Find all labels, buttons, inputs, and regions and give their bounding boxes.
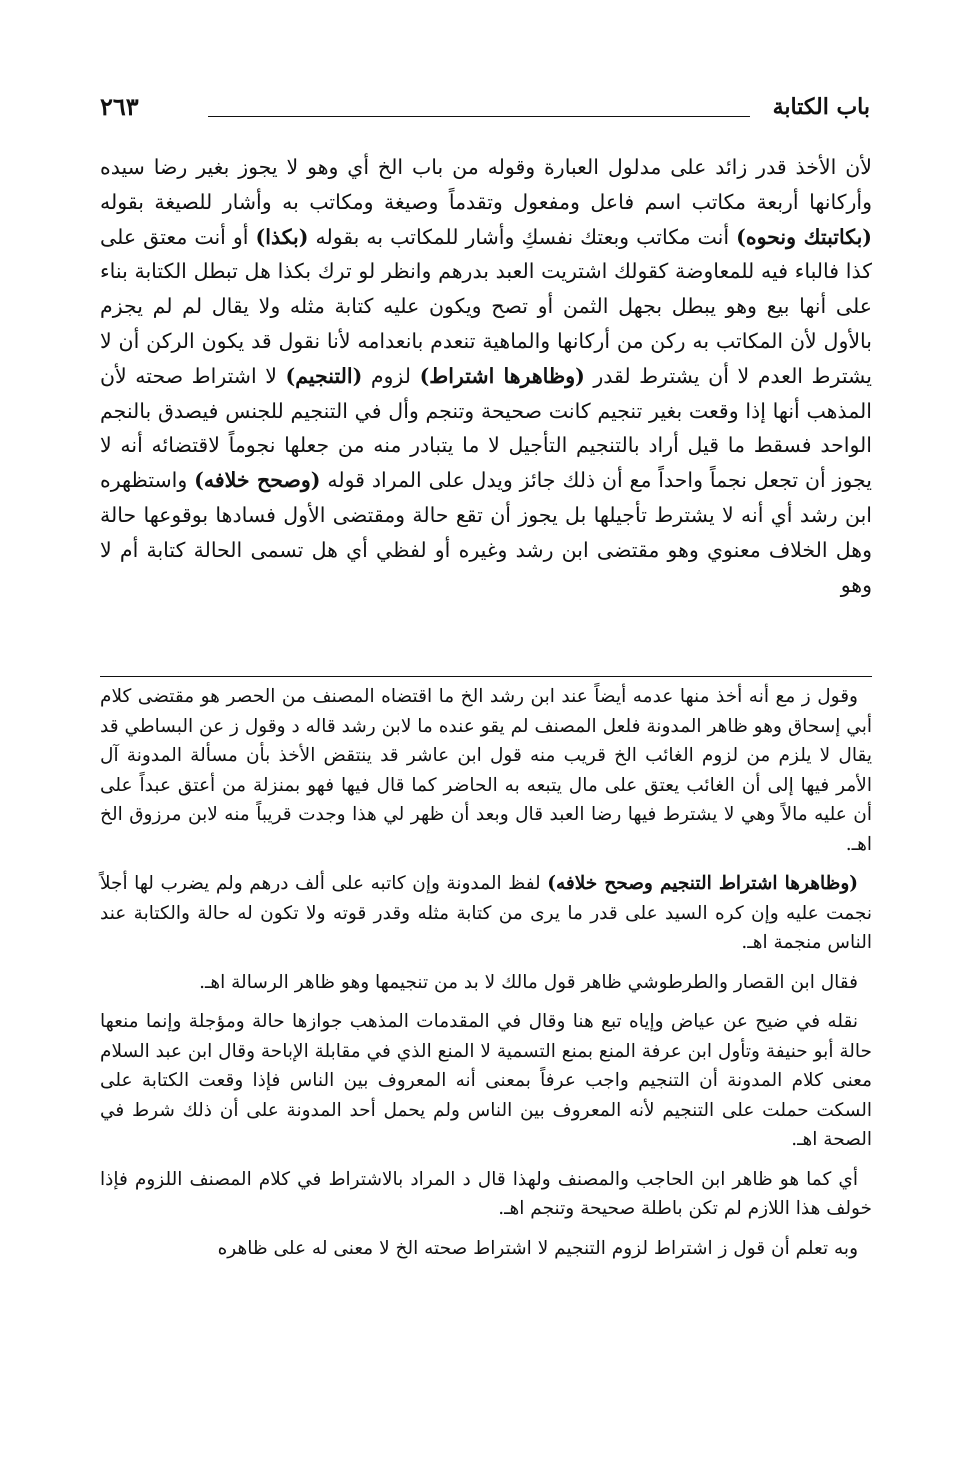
main-text-segment: واستظهره ابن رشد أي أنه لا يشترط تأجيلها بل يجوز أن تقع حالة ومقتضى الأول فسادها بوقوعها حالة وهل الخلاف معنوي وهو مقتضى ابن رشد وغيره أو لفظي أي هل تسمى الحالة كتابة أم لا وهو	[100, 468, 872, 597]
main-text	[100, 150, 872, 602]
header-rule	[208, 116, 750, 117]
page-number: ٢٦٣	[100, 92, 139, 121]
page-header	[100, 92, 870, 132]
quoted-term: (بكذا)	[255, 224, 309, 249]
note-paragraph	[100, 869, 872, 958]
quoted-term: (وصحح خلافه)	[194, 468, 321, 493]
main-paragraph	[100, 150, 872, 602]
quoted-term: (وظاهرها اشتراط)	[419, 363, 585, 388]
chapter-title: باب الكتابة	[772, 94, 870, 120]
note-paragraph: وقول ز مع أنه أخذ منها عدمه أيضاً عند ابن رشد الخ ما اقتضاه المصنف من الحصر هو مقتضى كلام أبي إسحاق وهو ظاهر المدونة فلعل المصنف لم يقو عنده ما لابن رشد قاله د وقول ز عن البساطي قد يقال لا يلزم من لزوم الغائب الخ قريب منه قول ابن عاشر قد ينتقض الأخذ بأن مسألة المدونة آل الأمر فيها إلى أن الغائب يعتق على مال يتبعه به الحاضر كما قال فيها فهو بمنزلة من أعتق عبداً على أن عليه مالاً وهي لا يشترط فيها رضا العبد قال وبعد أن ظهر لي هذا وجدت قريباً منه لابن مرزوق الخ اهـ.	[100, 686, 872, 855]
note-paragraph: أي كما هو ظاهر ابن الحاجب والمصنف ولهذا قال د المراد بالاشتراط في كلام المصنف اللزوم فإذا خولف هذا اللازم لم تكن باطلة صحيحة وتنجم اهـ.	[100, 1168, 872, 1219]
main-text-segment: لزوم	[370, 363, 411, 388]
footnote-divider	[100, 676, 872, 677]
quoted-term: (التنجيم)	[285, 363, 363, 388]
note-text: لفظ المدونة وإن كاتبه على ألف درهم ولم يضرب لها أجلاً نجمت عليه وإن كره السيد على قدر ما يرى من كتابة مثله وقدر قوته ولا تكون له حالة والكتابة عند الناس منجمة اهـ.	[100, 873, 872, 953]
main-text-segment: أنت مكاتب وبعتك نفسكِ وأشار للمكاتب به بقوله	[315, 224, 730, 249]
note-quote: (وظاهرها اشتراط التنجيم وصحح خلافه)	[547, 873, 859, 894]
main-text-segment: لأن الأخذ قدر زائد على مدلول العبارة وقوله من باب الخ أي وهو لا يجوز بغير رضا سيده وأركانها أربعة مكاتب اسم فاعل ومفعول وتقدماً وصيغة ومكاتب به وأشار للصيغة بقوله	[100, 155, 872, 214]
main-text-segment: لا اشتراط صحته لأن المذهب أنها إذا وقعت بغير تنجيم كانت صحيحة وتنجم وأل في التنجيم للجنس فيصدق بالنجم الواحد فسقط ما قيل أراد بالتنجيم التأجيل لا ما يتبادر منه من جعلها نجوماً لاقتضائه أنه لا يجوز أن تجعل نجماً واحداً مع أن ذلك جائز ويدل على المراد قوله	[100, 363, 872, 493]
note-paragraph: وبه تعلم أن قول ز اشتراط لزوم التنجيم لا اشتراط صحته الخ لا معنى له على ظاهره	[217, 1237, 858, 1259]
commentary-notes	[100, 682, 872, 1273]
note-paragraph: فقال ابن القصار والطرطوشي ظاهر قول مالك لا بد من تنجيمها وهو ظاهر الرسالة اهـ.	[199, 971, 858, 993]
main-text-segment: أو أنت معتق على كذا فالباء فيه للمعاوضة كقولك اشتريت العبد بدرهم وانظر لو ترك بكذا هل تبطل الكتابة بناء على أنها بيع وهو يبطل بجهل الثمن أو تصح ويكون عليه كتابة مثله ولا يقال لم لم يجزم بالأول لأن المكاتب به ركن من أركانها والماهية تنعدم بانعدامه لأنا نقول قد يكون الركن أن لا يشترط العدم لا أن يشترط لقدر	[100, 224, 873, 388]
quoted-term: (بكاتبتك ونحوه)	[736, 224, 872, 249]
note-paragraph: نقله في ضيح عن عياض وإياه تبع هنا وقال في المقدمات المذهب جوازها حالة ومؤجلة وإنما منعها حالة أبو حنيفة وتأول ابن عرفة المنع بمنع التسمية لا المنع الذي في مقابلة الإباحة وقال ابن عبد السلام معنى كلام المدونة أن التنجيم واجب عرفاً بمعنى أنه المعروف بين الناس فإذا وقعت الكتابة على السكت حملت على التنجيم لأنه المعروف بين الناس ولم يحمل أحد المدونة على أن ذلك شرط في الصحة اهـ.	[100, 1011, 872, 1150]
